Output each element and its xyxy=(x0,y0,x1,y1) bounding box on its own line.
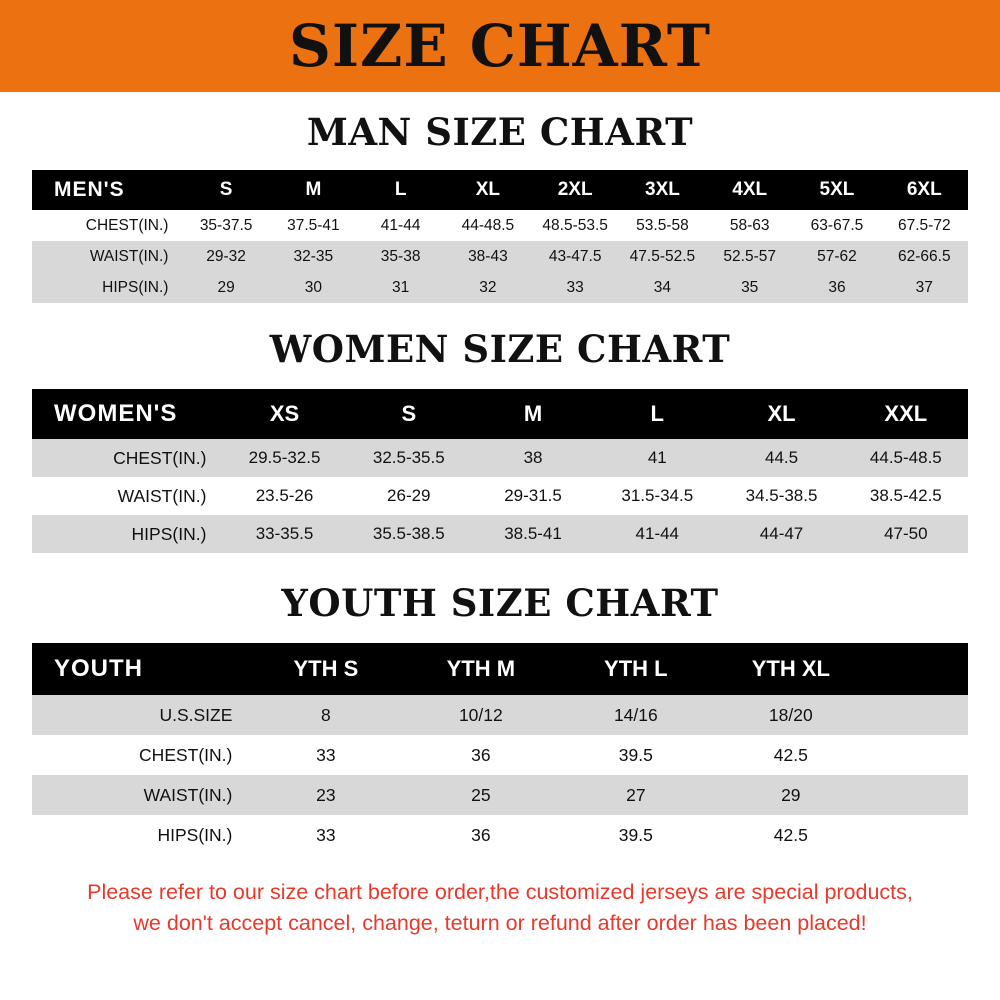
data-cell: 8 xyxy=(321,704,331,725)
table-row xyxy=(32,272,968,303)
women-table-wrap xyxy=(32,389,968,553)
data-cell: 37 xyxy=(915,278,933,296)
women-header-cell: M xyxy=(523,401,543,426)
women-header-cell: L xyxy=(650,401,664,426)
row-label: CHEST(IN.) xyxy=(85,216,169,234)
row-label: CHEST(IN.) xyxy=(113,447,207,468)
data-cell: 29 xyxy=(781,784,801,805)
data-cell: 41-44 xyxy=(635,524,680,543)
data-cell: 36 xyxy=(828,278,846,296)
data-cell: 36 xyxy=(471,824,491,845)
footer-line-1: Please refer to our size chart before order,the customized jerseys are special products, xyxy=(87,880,913,904)
man-header-cell: XL xyxy=(475,179,501,200)
data-cell: 35 xyxy=(741,278,759,296)
data-cell: 47.5-52.5 xyxy=(629,247,696,265)
youth-header-cell: YTH S xyxy=(293,656,359,681)
women-header-cell: WOMEN'S xyxy=(54,400,178,427)
data-cell: 29.5-32.5 xyxy=(248,448,321,467)
data-cell: 47-50 xyxy=(884,524,928,543)
data-cell: 53.5-58 xyxy=(636,216,689,234)
data-cell: 44.5 xyxy=(764,448,799,467)
women-size-table xyxy=(32,389,968,553)
man-header-cell: 6XL xyxy=(906,179,942,200)
data-cell: 32-35 xyxy=(293,247,334,265)
data-cell: 29-31.5 xyxy=(504,486,562,505)
data-cell: 42.5 xyxy=(773,744,808,765)
data-cell: 32.5-35.5 xyxy=(372,448,445,467)
row-label: HIPS(IN.) xyxy=(131,523,207,544)
table-row xyxy=(32,241,968,272)
data-cell: 36 xyxy=(471,744,491,765)
table-row xyxy=(32,815,968,855)
table-row xyxy=(32,210,968,241)
data-cell: 35-38 xyxy=(380,247,421,265)
data-cell: 62-66.5 xyxy=(898,247,951,265)
data-cell: 38.5-42.5 xyxy=(869,486,942,505)
table-row xyxy=(32,775,968,815)
data-cell: 67.5-72 xyxy=(898,216,951,234)
man-section-title: MAN SIZE CHART xyxy=(306,110,694,154)
data-cell: 33 xyxy=(566,278,584,296)
row-spacer xyxy=(868,815,968,855)
data-cell: 34.5-38.5 xyxy=(745,486,818,505)
data-cell: 38 xyxy=(523,448,543,467)
youth-section-title: YOUTH SIZE CHART xyxy=(281,581,719,625)
data-cell: 10/12 xyxy=(458,704,503,725)
women-header-row xyxy=(32,389,968,439)
data-cell: 32 xyxy=(479,278,497,296)
data-cell: 27 xyxy=(626,784,646,805)
data-cell: 44-48.5 xyxy=(461,216,515,234)
data-cell: 25 xyxy=(471,784,491,805)
table-row xyxy=(32,439,968,477)
man-header-cell: 4XL xyxy=(732,179,768,200)
data-cell: 39.5 xyxy=(618,824,653,845)
data-cell: 29 xyxy=(217,278,235,296)
women-section-title: WOMEN SIZE CHART xyxy=(269,327,731,371)
row-label: HIPS(IN.) xyxy=(102,278,169,296)
man-header-cell: M xyxy=(305,179,322,200)
man-header-cell: L xyxy=(394,179,407,200)
man-header-cell: 5XL xyxy=(819,179,855,200)
youth-size-table xyxy=(32,643,968,855)
data-cell: 30 xyxy=(304,278,322,296)
man-header-row xyxy=(32,170,968,210)
man-size-table xyxy=(32,170,968,303)
data-cell: 37.5-41 xyxy=(287,216,340,234)
man-header-cell: S xyxy=(219,179,233,200)
data-cell: 48.5-53.5 xyxy=(542,216,608,234)
data-cell: 63-67.5 xyxy=(810,216,864,234)
data-cell: 35-37.5 xyxy=(199,216,253,234)
women-header-cell: XL xyxy=(767,401,796,426)
man-header-cell: MEN'S xyxy=(54,178,125,201)
row-spacer xyxy=(868,695,968,735)
youth-header-cell: YOUTH xyxy=(54,655,143,682)
youth-header-cell: YTH XL xyxy=(751,656,830,681)
youth-header-cell: YTH L xyxy=(604,656,668,681)
data-cell: 34 xyxy=(653,278,672,296)
data-cell: 52.5-57 xyxy=(723,247,776,265)
row-label: WAIST(IN.) xyxy=(89,247,169,265)
data-cell: 29-32 xyxy=(206,247,246,265)
data-cell: 41 xyxy=(647,448,667,467)
data-cell: 44-47 xyxy=(759,524,804,543)
data-cell: 43-47.5 xyxy=(548,247,602,265)
data-cell: 31 xyxy=(392,278,410,296)
row-label: WAIST(IN.) xyxy=(143,784,233,805)
data-cell: 57-62 xyxy=(817,247,857,265)
data-cell: 42.5 xyxy=(773,824,808,845)
data-cell: 33-35.5 xyxy=(255,524,314,543)
youth-table-wrap xyxy=(32,643,968,855)
row-spacer xyxy=(868,775,968,815)
data-cell: 23 xyxy=(316,784,336,805)
women-header-cell: XS xyxy=(269,401,300,426)
table-row xyxy=(32,735,968,775)
row-label: WAIST(IN.) xyxy=(117,485,207,506)
women-header-cell: XXL xyxy=(884,401,928,426)
data-cell: 38-43 xyxy=(468,247,508,265)
man-table-wrap xyxy=(32,170,968,303)
row-label: HIPS(IN.) xyxy=(157,824,233,845)
man-header-cell: 2XL xyxy=(557,179,593,200)
youth-header-cell: YTH M xyxy=(446,656,516,681)
table-row xyxy=(32,515,968,553)
data-cell: 26-29 xyxy=(387,486,431,505)
youth-header-spacer xyxy=(868,643,968,695)
data-cell: 31.5-34.5 xyxy=(621,486,694,505)
page-title: SIZE CHART xyxy=(288,12,712,80)
table-row xyxy=(32,695,968,735)
row-spacer xyxy=(868,735,968,775)
data-cell: 33 xyxy=(316,744,336,765)
data-cell: 39.5 xyxy=(618,744,653,765)
row-label: U.S.SIZE xyxy=(159,704,233,725)
data-cell: 58-63 xyxy=(729,216,770,234)
women-header-cell: S xyxy=(401,401,417,426)
footer-note xyxy=(24,877,976,938)
data-cell: 14/16 xyxy=(613,704,658,725)
data-cell: 35.5-38.5 xyxy=(372,524,445,543)
data-cell: 41-44 xyxy=(380,216,421,234)
data-cell: 18/20 xyxy=(768,704,813,725)
man-header-cell: 3XL xyxy=(645,179,680,200)
table-row xyxy=(32,477,968,515)
youth-header-row xyxy=(32,643,968,695)
data-cell: 23.5-26 xyxy=(255,486,314,505)
footer-line-2: we don't accept cancel, change, teturn or refund after order has been placed! xyxy=(133,910,867,935)
data-cell: 38.5-41 xyxy=(504,524,562,543)
data-cell: 44.5-48.5 xyxy=(869,448,942,467)
row-label: CHEST(IN.) xyxy=(139,744,233,765)
banner xyxy=(0,0,1000,92)
data-cell: 33 xyxy=(316,824,336,845)
